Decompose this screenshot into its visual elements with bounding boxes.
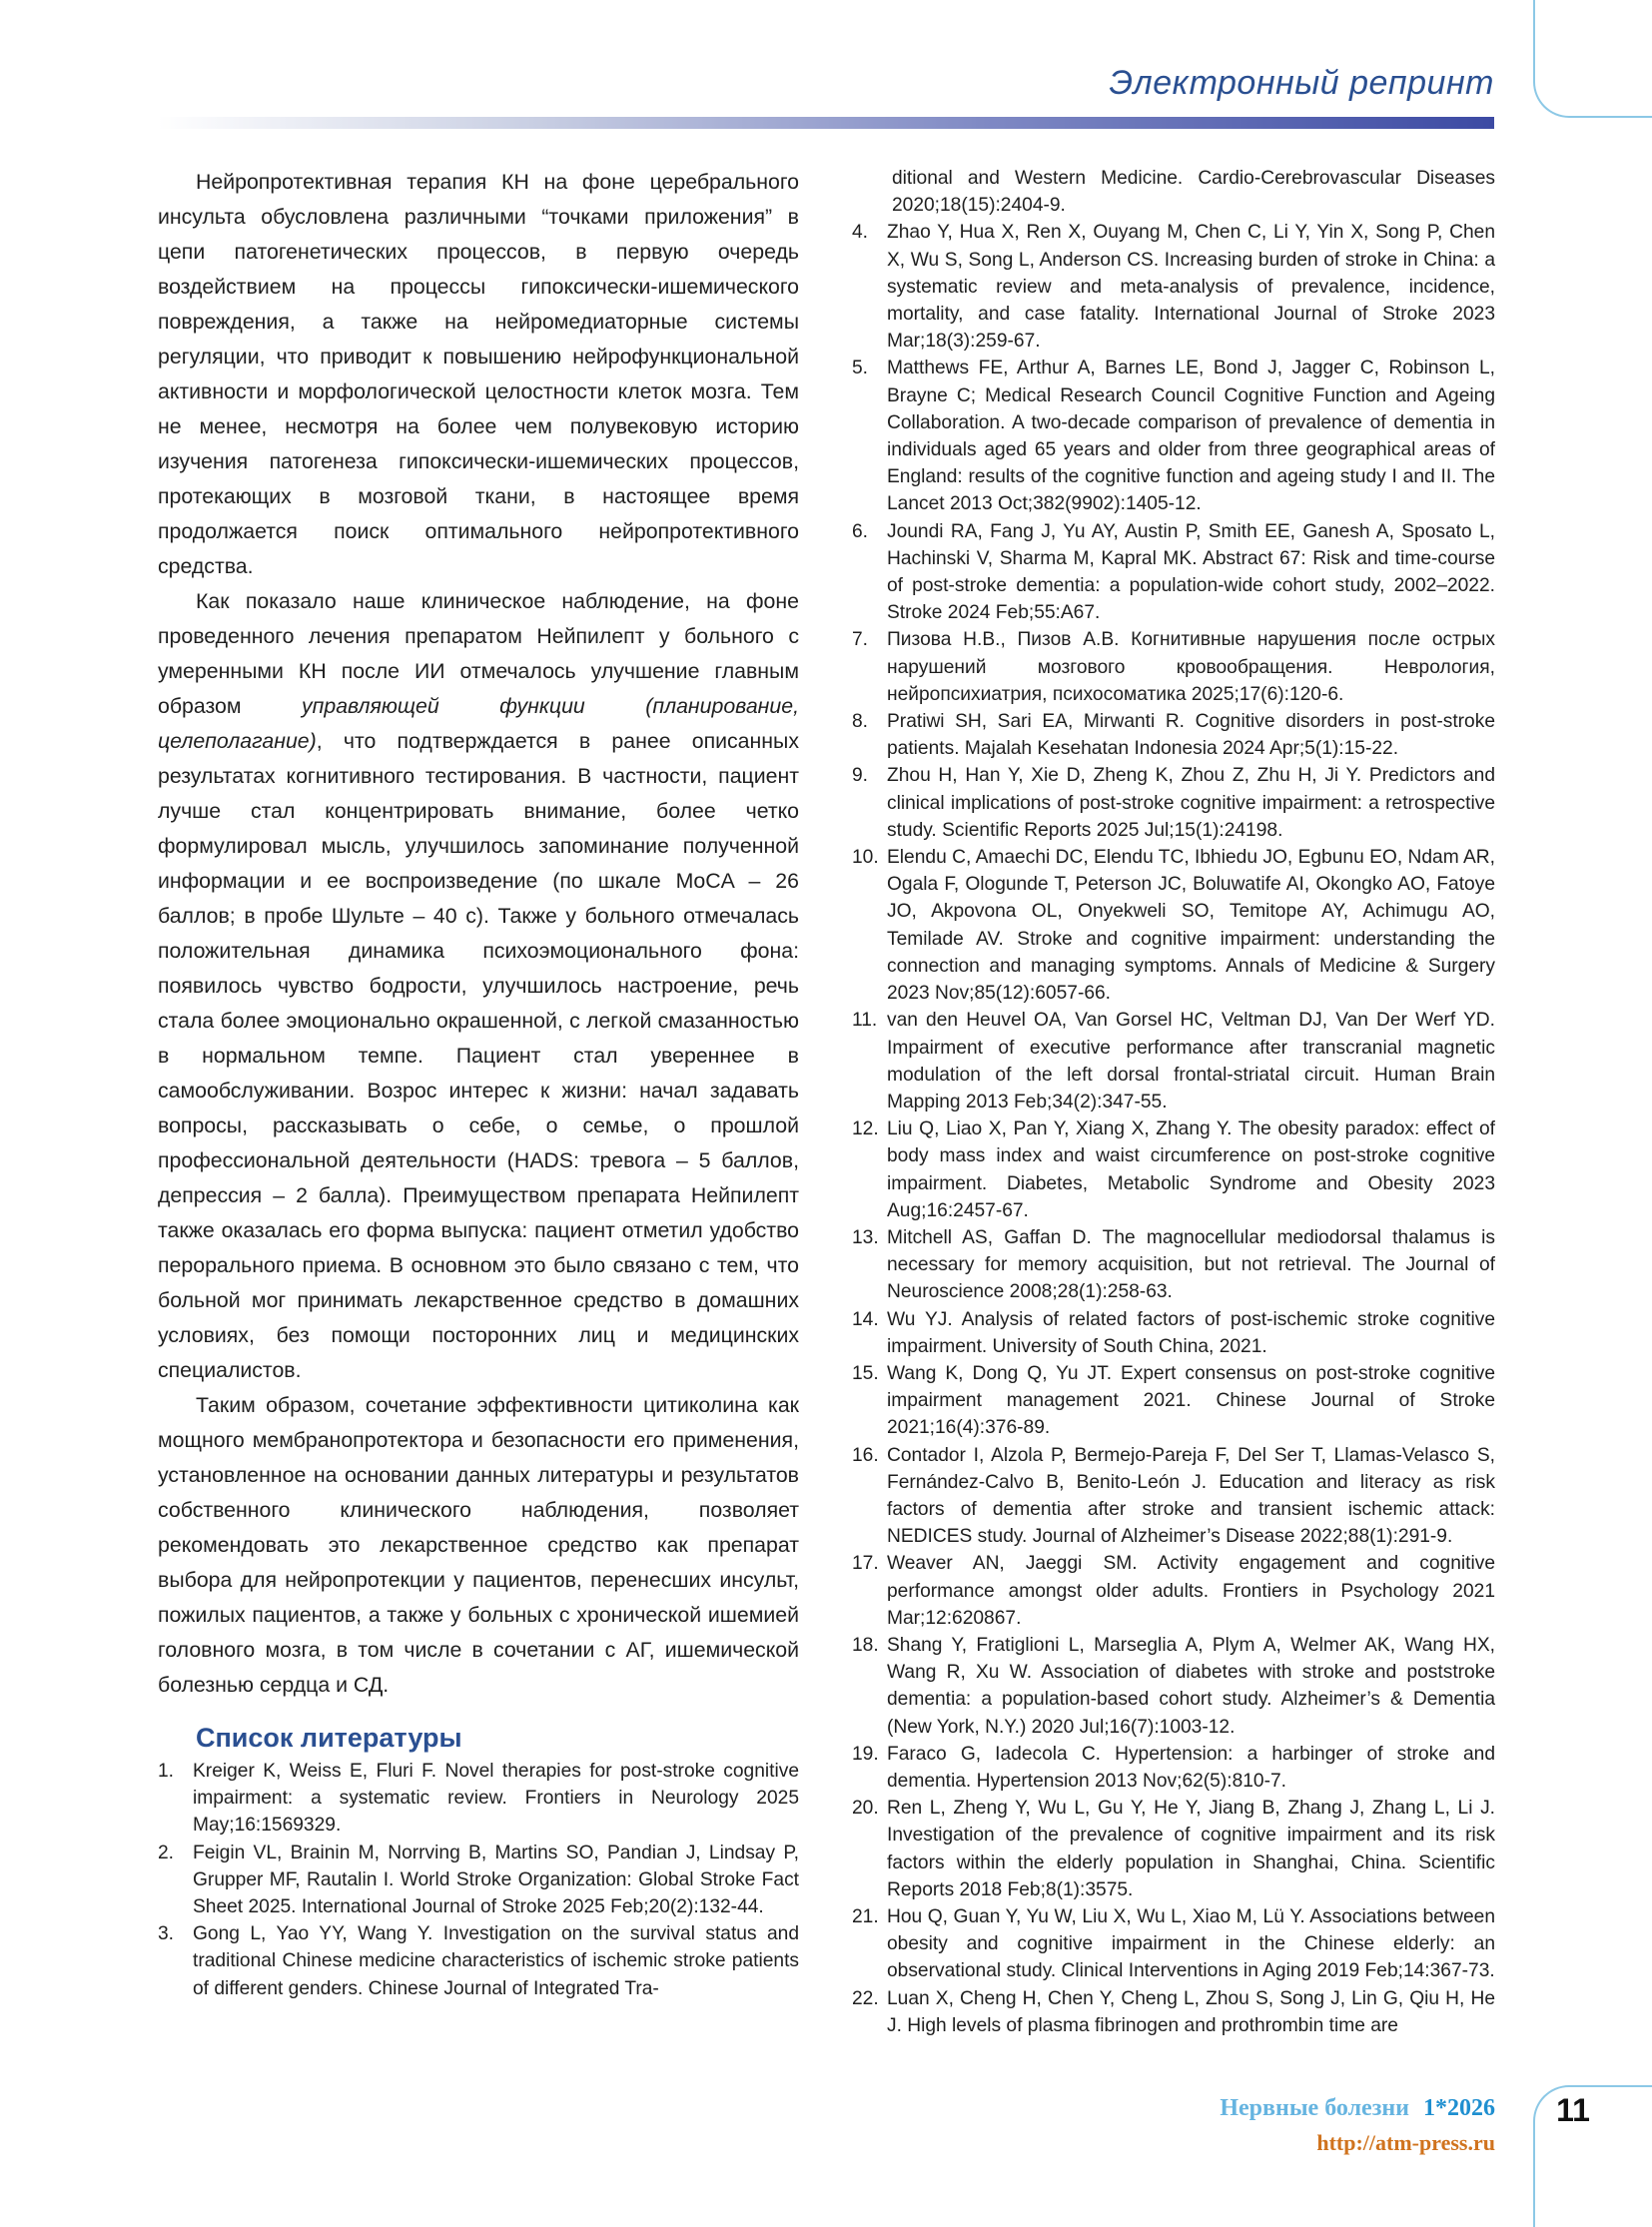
- reference-item: [852, 1985, 1495, 2039]
- references-heading: Список литературы: [196, 1723, 462, 1753]
- reference-continuation: ditional and Western Medicine. Cardio-Cerebrovascular Diseases 2020;18(15):2404-9.: [892, 168, 1495, 217]
- header-gradient-bar: [158, 117, 1494, 129]
- journal-issue: 1*2026: [1423, 2095, 1495, 2121]
- reference-item: [852, 1741, 1495, 1795]
- reference-number: 10.: [852, 847, 879, 869]
- reference-item: [158, 1758, 799, 1840]
- journal-name: Нервные болезни: [1220, 2095, 1409, 2121]
- header-title: Электронный репринт: [1109, 64, 1494, 102]
- reference-number: 1.: [158, 1761, 175, 1782]
- reference-number: 22.: [852, 1987, 879, 2009]
- reference-item: [852, 626, 1495, 708]
- reference-item: [852, 708, 1495, 762]
- reference-text: Joundi RA, Fang J, Yu AY, Austin P, Smith EE, Ganesh A, Sposato L, Hachinski V, Sharma M, Kapral MK. Abstract 67: Risk and time-course of post-stroke dementia: a population-wide cohort study, 2002–2022. Stroke 2024 Feb;55:A67.: [887, 520, 1495, 624]
- reference-number: 14.: [852, 1308, 879, 1330]
- reference-item: [852, 1306, 1495, 1360]
- reference-text: Zhao Y, Hua X, Ren X, Ouyang M, Chen C, Li Y, Yin X, Song P, Chen X, Wu S, Song L, Anderson CS. Increasing burden of stroke in China: a systematic review and meta-analysis of prevalence, incidence, mortality, and case fatality. International Journal of Stroke 2023 Mar;18(3):259-67.: [887, 222, 1495, 353]
- reference-number: 9.: [852, 765, 869, 787]
- reference-number: 17.: [852, 1553, 879, 1575]
- reference-text: Mitchell AS, Gaffan D. The magnocellular mediodorsal thalamus is necessary for memory acquisition, but not retrieval. The Journal of Neuroscience 2008;28(1):258-63.: [887, 1226, 1495, 1303]
- reference-item: [852, 1360, 1495, 1442]
- reference-number: 2.: [158, 1842, 175, 1863]
- reference-text: van den Heuvel OA, Van Gorsel HC, Veltman DJ, Van Der Werf YD. Impairment of executive performance after transcranial magnetic modulation of the left dorsal frontal-striatal circuit. Human Brain Mapping 2013 Feb;34(2):347-55.: [887, 1010, 1495, 1113]
- reference-item: [852, 518, 1495, 627]
- reference-text: Wang K, Dong Q, Yu JT. Expert consensus on post-stroke cognitive impairment management 2021. Chinese Journal of Stroke 2021;16(4):376-89.: [887, 1362, 1495, 1439]
- reference-number: 20.: [852, 1798, 879, 1820]
- reference-number: 19.: [852, 1743, 879, 1765]
- reference-item: [852, 1632, 1495, 1741]
- reference-number: 11.: [852, 1010, 878, 1032]
- reference-text: Ren L, Zheng Y, Wu L, Gu Y, He Y, Jiang B, Zhang J, Zhang L, Li J. Investigation of the prevalence of cognitive impairment and its risk factors within the elderly population in Shanghai, China. Scientific Reports 2018 Feb;8(1):3575.: [887, 1798, 1495, 1900]
- reference-item: [852, 1442, 1495, 1551]
- reference-item: [852, 762, 1495, 844]
- reference-number: 12.: [852, 1118, 879, 1140]
- reference-number: 18.: [852, 1634, 879, 1656]
- reference-text: Feigin VL, Brainin M, Norrving B, Martins SO, Pandian J, Lindsay P, Grupper MF, Rautalin I. World Stroke Organization: Global Stroke Fact Sheet 2025. International Journal of Stroke 2025 Feb;20(2):132-44.: [193, 1842, 799, 1918]
- body-paragraph: Таким образом, сочетание эффективности цитиколина как мощного мембранопротектора и безопасности его применения, установленное на основании данных литературы и результатов собственного клинического наблюдения, позволяет рекомендовать это лекарственное средство как препарат выбора для нейропротекции у пациентов, перенесших инсульт, пожилых пациентов, а также у больных с хронической ишемией головного мозга, в том числе в сочетании с АГ, ишемической болезнью сердца и СД.: [158, 1393, 799, 1697]
- reference-number: 15.: [852, 1362, 879, 1384]
- paragraph-text: Как показало наше клиническое наблюдение, на фоне проведенного лечения препаратом Нейпилепт у больного с умеренными КН после ИИ отмечалось улучшение главным образом: [158, 589, 799, 718]
- left-column: [158, 165, 799, 2002]
- emphasis-text: управляющей функции (планирование, целеполагание): [158, 694, 800, 753]
- reference-number: 6.: [852, 520, 869, 542]
- reference-text: Hou Q, Guan Y, Yu W, Liu X, Wu L, Xiao M, Lü Y. Associations between obesity and cognitive impairment in the Chinese elderly: an observational study. Clinical Interventions in Aging 2019 Feb;14:367-73.: [887, 1906, 1495, 1982]
- references-list-right: [852, 219, 1495, 2039]
- reference-text: Elendu C, Amaechi DC, Elendu TC, Ibhiedu JO, Egbunu EO, Ndam AR, Ogala F, Ologunde T, Peterson JC, Boluwatife AI, Okongko AO, Fatoye JO, Akpovona OL, Onyekweli SO, Temitope AY, Achimugu AO, Temilade AV. Stroke and cognitive impairment: understanding the connection and managing symptoms. Annals of Medicine & Surgery 2023 Nov;85(12):6057-66.: [887, 847, 1495, 1005]
- reference-text: Wu YJ. Analysis of related factors of post-ischemic stroke cognitive impairment. University of South China, 2021.: [887, 1308, 1495, 1357]
- reference-item: [852, 1550, 1495, 1632]
- reference-text: Shang Y, Fratiglioni L, Marseglia A, Plym A, Welmer AK, Wang HX, Wang R, Xu W. Association of diabetes with stroke and poststroke dementia: a population-based cohort study. Alzheimer’s & Dementia (New York, N.Y.) 2020 Jul;16(7):1003-12.: [887, 1634, 1495, 1738]
- paragraph-text: , что подтверждается в ранее описанных результатах когнитивного тестирования. В частности, пациент лучше стал концентрировать внимание, более четко формулировал мысль, улучшилось запоминание полученной информации и ее воспроизведение (по шкале MoCA – 26 баллов; в пробе Шульте – 40 с). Также у больного отмечалась положительная динамика психоэмоционального фона: появилось чувство бодрости, улучшилось настроение, речь стала более эмоционально окрашенной, с легкой смазанностью в нормальном темпе. Пациент стал увереннее в самообслуживании. Возрос интерес к жизни: начал задавать вопросы, рассказывать о себе, о семье, о прошлой профессиональной деятельности (HADS: тревога – 5 баллов, депрессия – 2 балла). Преимуществом препарата Нейпилепт также оказалась его форма выпуска: пациент отметил удобство перорального приема. В основном это было связано с тем, что больной мог принимать лекарственное средство в домашних условиях, без помощи посторонних лиц и медицинских специалистов.: [158, 729, 799, 1382]
- footer-journal: [1099, 2095, 1495, 2122]
- body-paragraph: Нейропротективная терапия КН на фоне церебрального инсульта обусловлена различными “точками приложения” в цепи патогенетических процессов, в первую очередь воздействием на процессы гипоксически-ишемического повреждения, а также на нейромедиаторные системы регуляции, что приводит к повышению нейрофункциональной активности и морфологической целостности клеток мозга. Тем не менее, несмотря на более чем полувековую историю изучения патогенеза гипоксически-ишемических процессов, протекающих в мозговой ткани, в настоящее время продолжается поиск оптимального нейропротективного средства.: [158, 170, 799, 578]
- reference-text: Faraco G, Iadecola C. Hypertension: a harbinger of stroke and dementia. Hypertension 2013 Nov;62(5):810-7.: [887, 1743, 1495, 1792]
- footer-url-link[interactable]: http://atm-press.ru: [1316, 2130, 1495, 2155]
- reference-number: 4.: [852, 222, 869, 244]
- reference-item: [852, 219, 1495, 355]
- page-frame-top: [1533, 0, 1652, 118]
- reference-item: [852, 1007, 1495, 1115]
- reference-text: Matthews FE, Arthur A, Barnes LE, Bond J, Jagger C, Robinson L, Brayne C; Medical Research Council Cognitive Function and Ageing Collaboration. A two-decade comparison of prevalence of dementia in individuals aged 65 years and older from three geographical areas of England: results of the cognitive function and ageing study I and II. The Lancet 2013 Oct;382(9902):1405-12.: [887, 358, 1495, 515]
- reference-text: Weaver AN, Jaeggi SM. Activity engagement and cognitive performance amongst older adults. Frontiers in Psychology 2021 Mar;12:620867.: [887, 1553, 1495, 1629]
- reference-number: 8.: [852, 711, 869, 733]
- reference-item: [852, 1795, 1495, 1903]
- reference-item: [852, 1903, 1495, 1985]
- reference-text: Zhou H, Han Y, Xie D, Zheng K, Zhou Z, Zhu H, Ji Y. Predictors and clinical implications of post-stroke cognitive impairment: a retrospective study. Scientific Reports 2025 Jul;15(1):24198.: [887, 765, 1495, 841]
- reference-text: Kreiger K, Weiss E, Fluri F. Novel therapies for post-stroke cognitive impairment: a systematic review. Frontiers in Neurology 2025 May;16:1569329.: [193, 1761, 799, 1837]
- right-column: [852, 165, 1495, 2039]
- references-list-left: [158, 1758, 799, 2002]
- reference-text: Contador I, Alzola P, Bermejo-Pareja F, Del Ser T, Llamas-Velasco S, Fernández-Calvo B, Benito-León J. Education and literacy as risk factors of dementia after stroke and transient ischemic attack: NEDICES study. Journal of Alzheimer’s Disease 2022;88(1):291-9.: [887, 1444, 1495, 1548]
- reference-item: [852, 355, 1495, 517]
- reference-text: Luan X, Cheng H, Chen Y, Cheng L, Zhou S, Song J, Lin G, Qiu H, He J. High levels of plasma fibrinogen and prothrombin time are: [887, 1987, 1495, 2036]
- reference-number: 13.: [852, 1226, 879, 1248]
- reference-number: 7.: [852, 629, 869, 651]
- reference-number: 3.: [158, 1923, 175, 1945]
- body-paragraph: [158, 584, 799, 1388]
- reference-text: Liu Q, Liao X, Pan Y, Xiang X, Zhang Y. The obesity paradox: effect of body mass index and waist circumference on post-stroke cognitive impairment. Diabetes, Metabolic Syndrome and Obesity 2023 Aug;16:2457-67.: [887, 1118, 1495, 1221]
- reference-item: [852, 1224, 1495, 1306]
- reference-item: [852, 844, 1495, 1007]
- reference-number: 21.: [852, 1906, 879, 1927]
- reference-item: [158, 1920, 799, 2002]
- reference-text: Пизова Н.В., Пизов А.В. Когнитивные нарушения после острых нарушений мозгового кровообращения. Неврология, нейропсихиатрия, психосоматика 2025;17(6):120-6.: [887, 629, 1495, 705]
- reference-item: [158, 1840, 799, 1921]
- reference-text: Pratiwi SH, Sari EA, Mirwanti R. Cognitive disorders in post-stroke patients. Majalah Kesehatan Indonesia 2024 Apr;5(1):15-22.: [887, 711, 1495, 760]
- reference-number: 16.: [852, 1444, 879, 1466]
- reference-number: 5.: [852, 358, 869, 379]
- page-number: 11: [1556, 2092, 1590, 2128]
- reference-item: [852, 1115, 1495, 1224]
- reference-text: Gong L, Yao YY, Wang Y. Investigation on the survival status and traditional Chinese medicine characteristics of ischemic stroke patients of different genders. Chinese Journal of Integrated Tra-: [193, 1923, 799, 1999]
